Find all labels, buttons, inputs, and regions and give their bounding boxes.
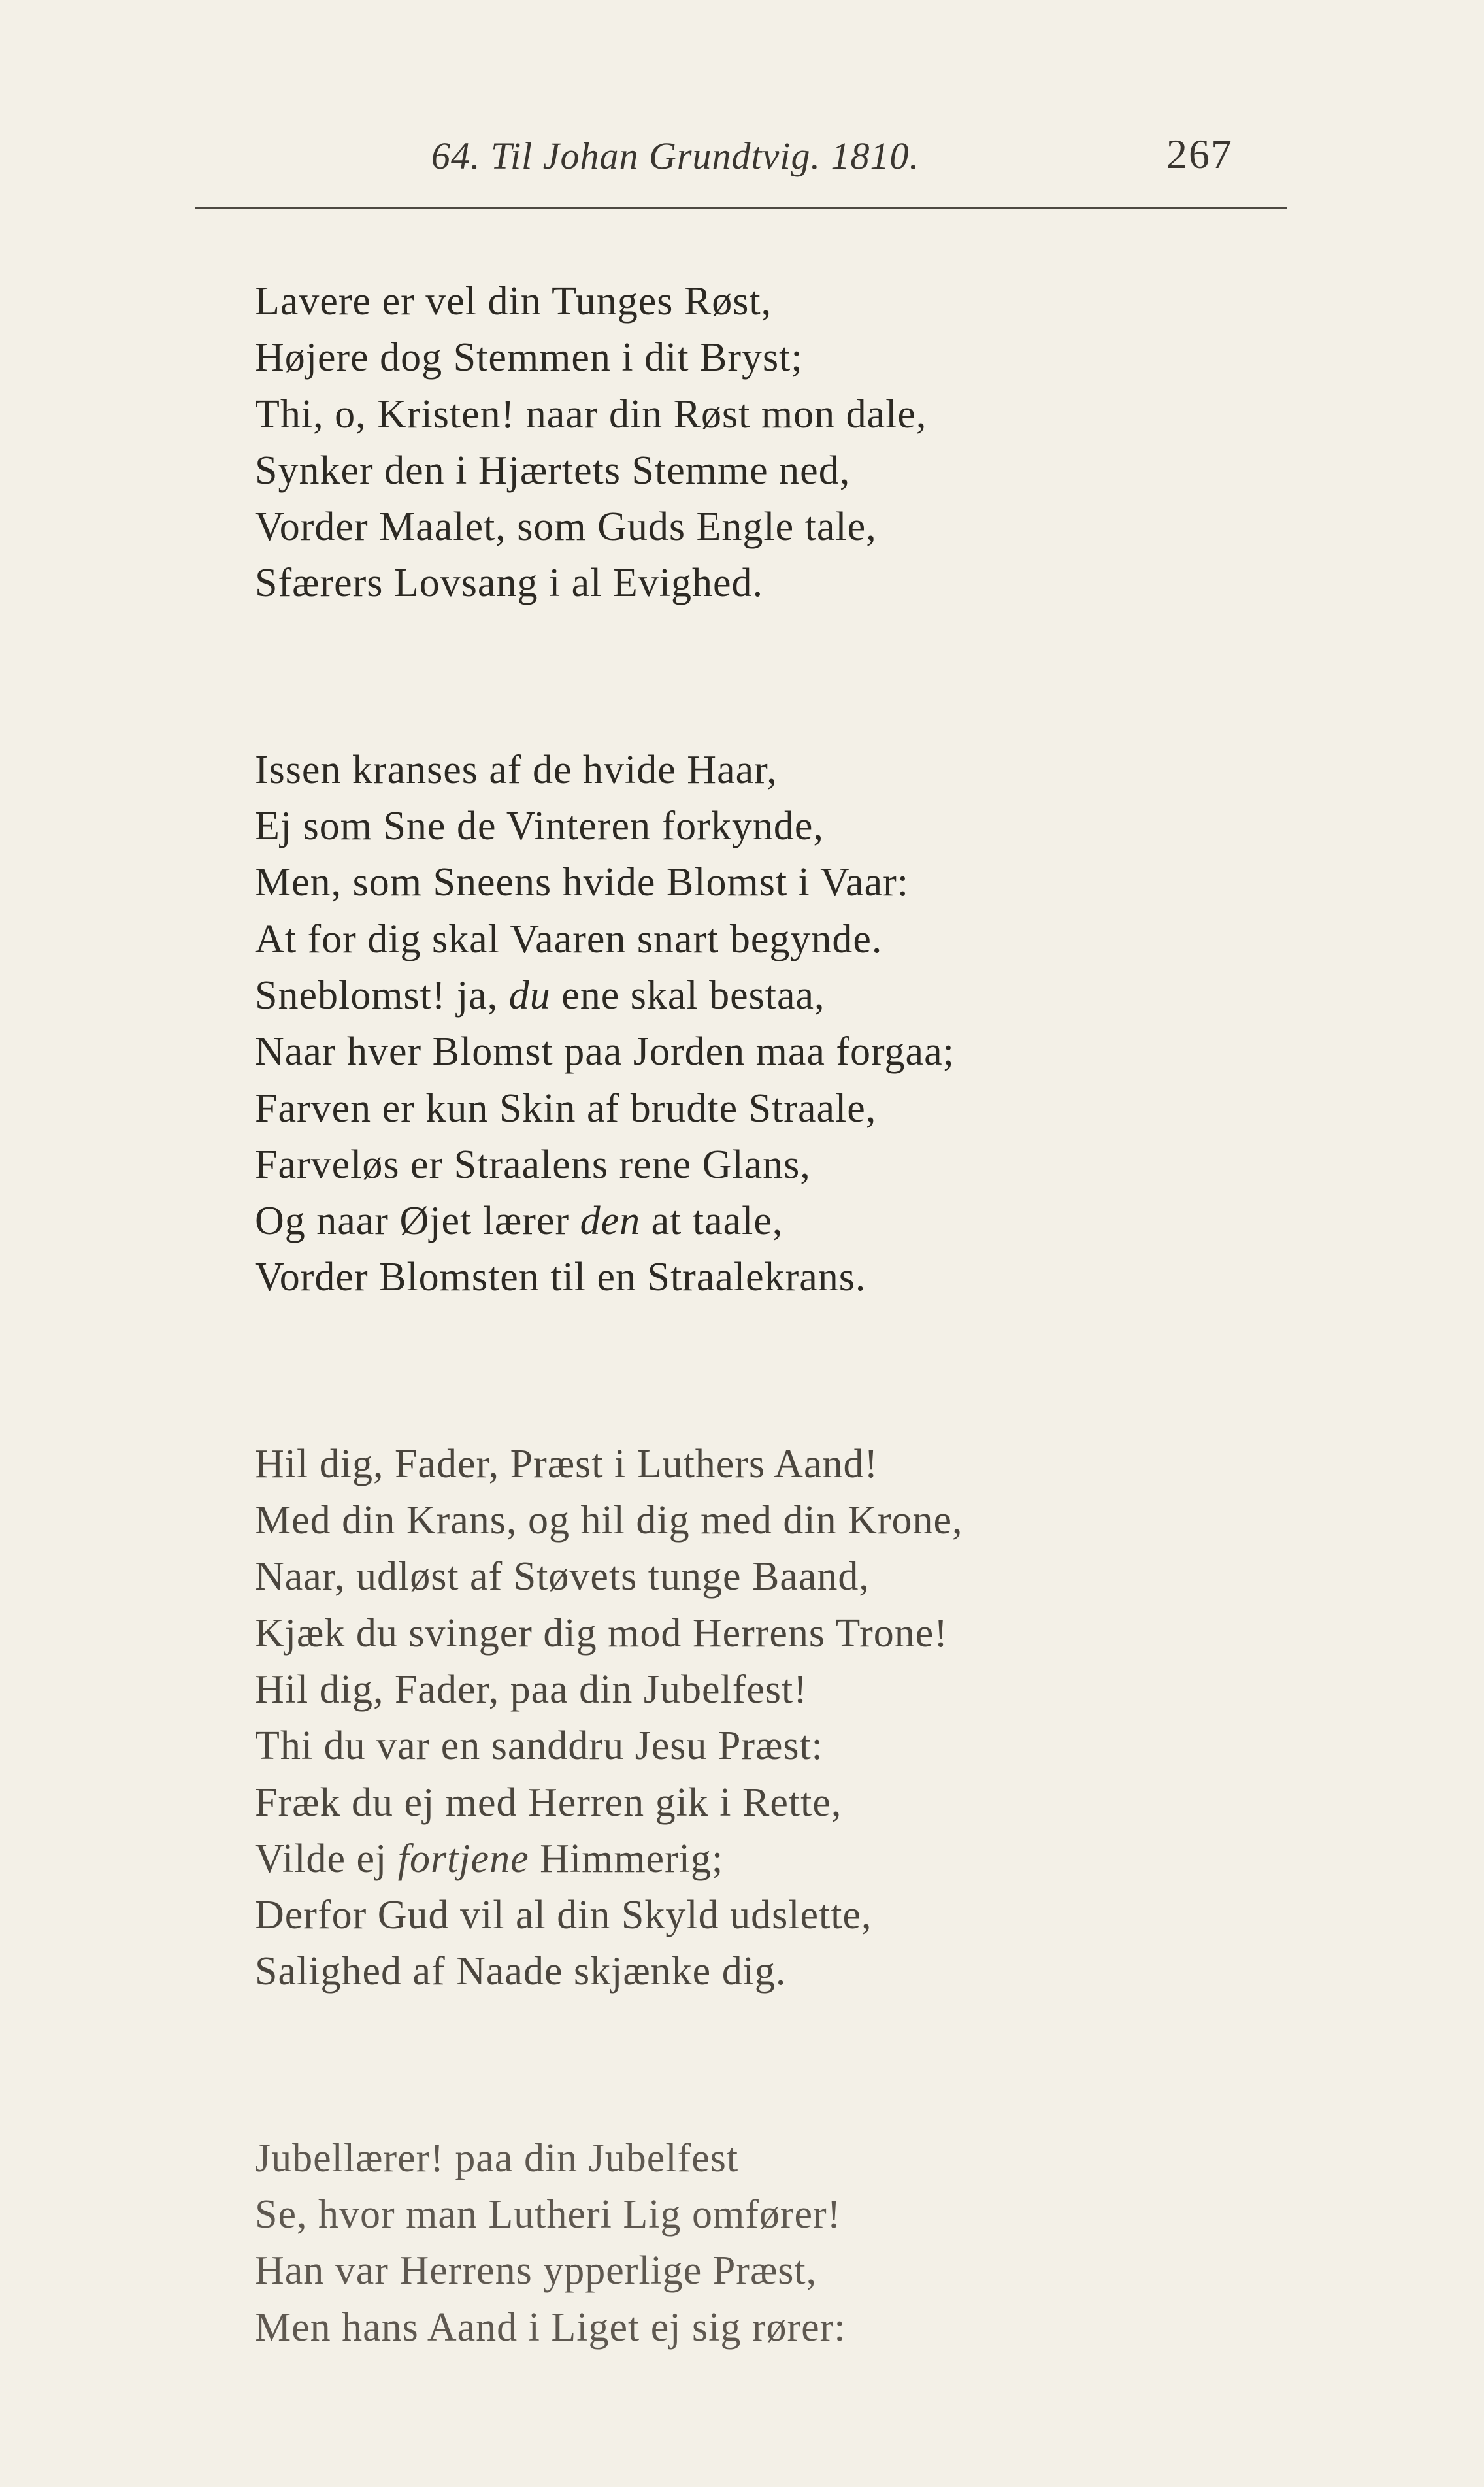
italic-word: du xyxy=(508,973,551,1018)
poem-line: Farveløs er Straalens rene Glans, xyxy=(255,1142,811,1187)
poem-line: Og naar Øjet lærer den at taale, xyxy=(255,1199,783,1244)
poem-body xyxy=(255,273,1287,2486)
poem-line: At for dig skal Vaaren snart begynde. xyxy=(255,916,883,961)
poem-line: Højere dog Stemmen i dit Bryst; xyxy=(255,335,803,380)
poem-line: Vilde ej fortjene Himmerig; xyxy=(255,1836,724,1881)
poem-line: Thi, o, Kristen! naar din Røst mon dale, xyxy=(255,392,927,437)
poem-line: Han var Herrens ypperlige Præst, xyxy=(255,2248,817,2294)
running-head: 64. Til Johan Grundtvig. 1810. xyxy=(431,135,919,177)
page-header xyxy=(0,131,1484,186)
poem-line: Se, hvor man Lutheri Lig omfører! xyxy=(255,2192,842,2237)
stanza-4 xyxy=(255,2130,1287,2356)
poem-line: Kjæk du svinger dig mod Herrens Trone! xyxy=(255,1611,948,1656)
poem-line: Men, som Sneens hvide Blomst i Vaar: xyxy=(255,860,909,905)
poem-line: Jubellærer! paa din Jubelfest xyxy=(255,2135,739,2180)
stanza-2 xyxy=(255,742,1287,1306)
header-rule xyxy=(195,207,1287,209)
poem-line: Men hans Aand i Liget ej sig rører: xyxy=(255,2305,846,2350)
page-number: 267 xyxy=(1166,131,1233,177)
poem-line: Naar hver Blomst paa Jorden maa forgaa; xyxy=(255,1029,955,1075)
poem-line: Sfærers Lovsang i al Evighed. xyxy=(255,561,764,606)
poem-line: Farven er kun Skin af brudte Straale, xyxy=(255,1086,877,1131)
poem-line: Vorder Maalet, som Guds Engle tale, xyxy=(255,505,877,550)
poem-line: Ej som Sne de Vinteren forkynde, xyxy=(255,804,824,849)
poem-line: Salighed af Naade skjænke dig. xyxy=(255,1949,787,1994)
poem-line: Issen kranses af de hvide Haar, xyxy=(255,747,778,792)
poem-line: Derfor Gud vil al din Skyld udslette, xyxy=(255,1893,872,1938)
poem-line: Hil dig, Fader, Præst i Luthers Aand! xyxy=(255,1441,879,1486)
poem-line: Vorder Blomsten til en Straalekrans. xyxy=(255,1255,866,1300)
italic-word: fortjene xyxy=(397,1836,529,1881)
poem-line: Med din Krans, og hil dig med din Krone, xyxy=(255,1498,963,1543)
poem-line: Hil dig, Fader, paa din Jubelfest! xyxy=(255,1667,808,1712)
poem-line: Synker den i Hjærtets Stemme ned, xyxy=(255,448,851,493)
poem-line: Naar, udløst af Støvets tunge Baand, xyxy=(255,1554,870,1599)
poem-line: Sneblomst! ja, du ene skal bestaa, xyxy=(255,973,825,1018)
stanza-3 xyxy=(255,1436,1287,2000)
poem-line: Fræk du ej med Herren gik i Rette, xyxy=(255,1780,842,1825)
poem-line: Lavere er vel din Tunges Røst, xyxy=(255,279,772,324)
stanza-1 xyxy=(255,273,1287,612)
italic-word: den xyxy=(580,1199,641,1244)
poem-line: Thi du var en sanddru Jesu Præst: xyxy=(255,1724,823,1769)
